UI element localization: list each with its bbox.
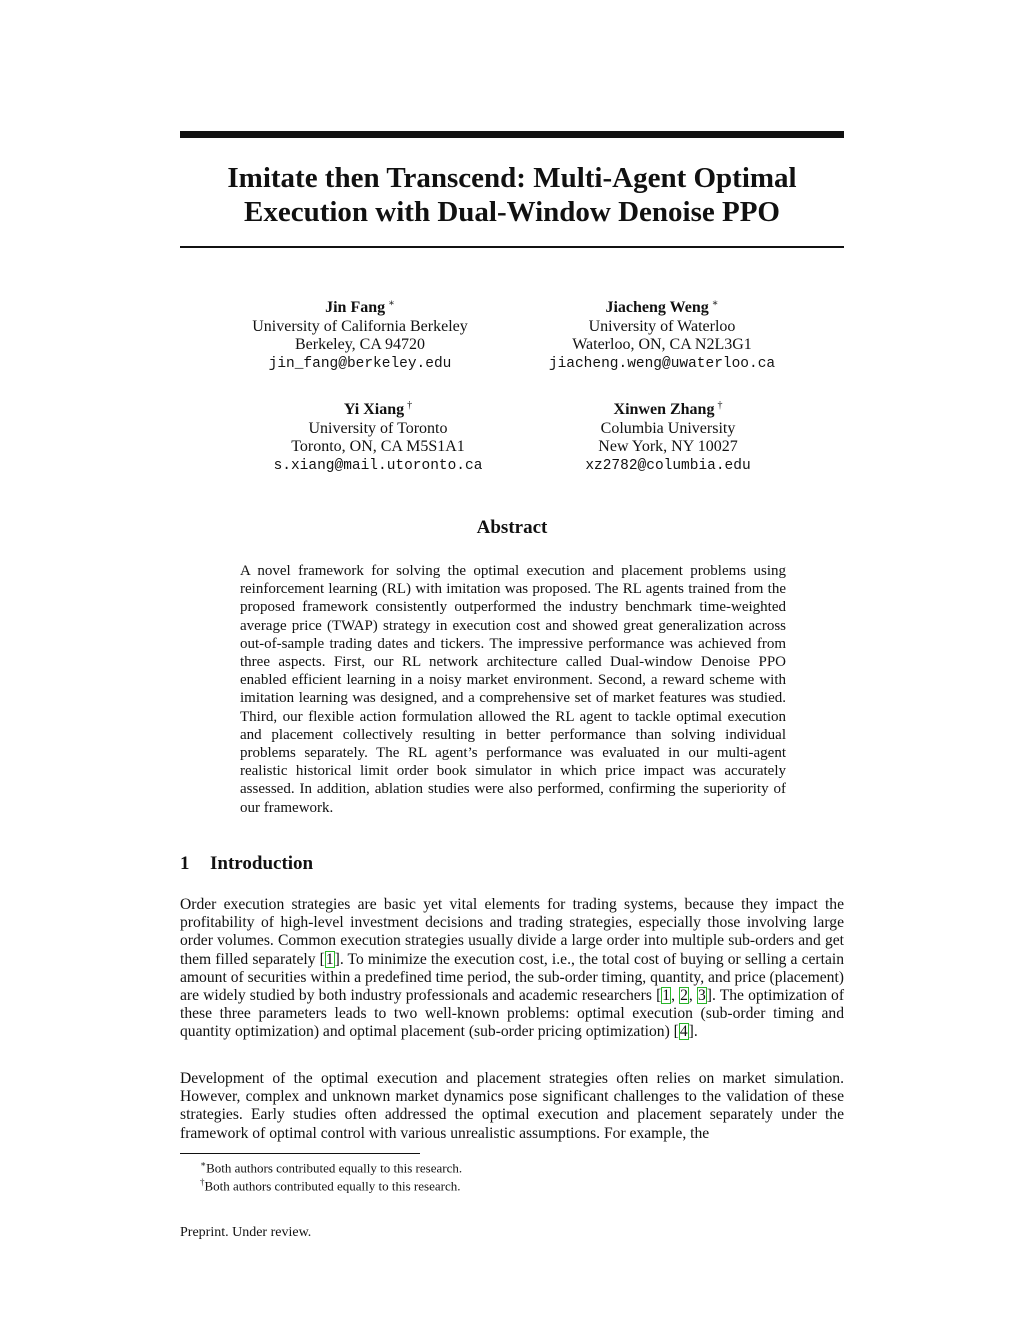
paper-title	[180, 161, 844, 229]
author-email[interactable]: jiacheng.weng@uwaterloo.ca	[548, 355, 776, 372]
citation-link[interactable]: 1	[662, 987, 671, 1005]
author-affiliation: University of California Berkeley	[252, 317, 468, 335]
author-footnote-mark: ∗	[711, 298, 719, 309]
author-name: Jiacheng Weng	[605, 299, 709, 316]
citation-link[interactable]: 2	[680, 987, 688, 1005]
author-affiliation: University of Toronto	[308, 419, 448, 437]
intro-paragraph-2: Development of the optimal execution and placement strategies often relies on market simulation. However, complex and unknown market dynamics pose significant challenges to the validation of these strategies. Early studies often addressed the optimal execution and placement separately under the framework of optimal control with various unrealistic assumptions. For example, the	[180, 1070, 844, 1142]
title-line-1: Imitate then Transcend: Multi-Agent Optimal	[227, 162, 797, 194]
author-name: Yi Xiang	[343, 401, 405, 418]
author-email[interactable]: s.xiang@mail.utoronto.ca	[273, 457, 483, 474]
citation-link[interactable]: 1	[325, 950, 334, 968]
abstract-heading: Abstract	[476, 517, 548, 538]
author-email[interactable]: jin_fang@berkeley.edu	[268, 355, 452, 372]
paragraph-text: ]. To minimize the execution cost, i.e., the total cost of buying or selling a certain amount of securities within a predefined time period, the sub-order timing, quantity, and price (placement) are widely studied by both industry professionals and academic researchers [	[180, 950, 844, 1005]
paragraph-text: ]. The optimization of these three parameters leads to two well-known problems: optimal execution (sub-order timing and quantity optimization) and optimal placement (sub-order pricing optimization) [	[180, 987, 845, 1041]
citation-link[interactable]: 4	[679, 1023, 688, 1041]
footnote-rule	[180, 1153, 420, 1154]
section-heading	[180, 853, 313, 875]
author-address: New York, NY 10027	[598, 438, 738, 455]
citation-link[interactable]: 3	[697, 987, 706, 1005]
footnote-mark: ∗	[200, 1159, 207, 1169]
title-bottom-rule	[180, 246, 844, 248]
paragraph-text: ].	[688, 1023, 698, 1041]
author-block	[210, 295, 510, 373]
abstract-text: A novel framework for solving the optimal execution and placement problems using reinforcement learning (RL) with imitation was proposed. The RL agents trained from the proposed framework consistently outperformed the industry benchmark time-weighted average price (TWAP) strategy in execution cost and showed great generalization across out-of-sample trading dates and tickers. The impressive performance was achieved from three aspects. First, our RL network architecture called Dual-window Denoise PPO enabled efficient learning in a noisy market environment. Second, a reward scheme with imitation learning was designed, and a comprehensive set of market features was studied. Third, our flexible action formulation allowed the RL agent to tackle optimal execution and placement collectively resulting in better performance than solving individual problems separately. The RL agent’s performance was evaluated in our multi-agent realistic historical limit order book simulator in which price impact was accurately assessed. In addition, ablation studies were also performed, confirming the superiority of our framework.	[240, 563, 786, 816]
author-affiliation: Columbia University	[600, 419, 736, 437]
intro-paragraph-1	[180, 896, 844, 1042]
author-name: Jin Fang	[325, 299, 386, 316]
citation-separator: ,	[688, 987, 697, 1005]
author-footnote-mark: †	[717, 400, 723, 411]
author-address: Toronto, ON, CA M5S1A1	[291, 438, 465, 455]
author-block	[228, 397, 528, 475]
author-email[interactable]: xz2782@columbia.edu	[585, 457, 751, 474]
footnote-text: Both authors contributed equally to this research.	[204, 1178, 461, 1194]
title-top-rule	[180, 131, 844, 138]
author-name: Xinwen Zhang	[613, 401, 715, 418]
author-footnote-mark: †	[407, 400, 413, 411]
author-footnote-mark: ∗	[388, 298, 395, 309]
author-block	[512, 295, 812, 373]
citation-separator: ,	[671, 987, 680, 1005]
preprint-notice: Preprint. Under review.	[180, 1225, 312, 1240]
footnote-mark: †	[200, 1177, 205, 1187]
author-address: Berkeley, CA 94720	[294, 336, 426, 353]
section-title: Introduction	[210, 853, 314, 874]
paragraph-text: Order execution strategies are basic yet vital elements for trading systems, because they impact the profitability of high-level investment decisions and trading strategies, especially those involving large order volumes. Common execution strategies usually divide a large order into multiple sub-orders and get them filled separately [	[180, 896, 844, 968]
footnote	[200, 1175, 460, 1193]
author-affiliation: University of Waterloo	[588, 317, 736, 335]
title-line-2: Execution with Dual-Window Denoise PPO	[243, 196, 780, 228]
footnote	[200, 1157, 462, 1175]
author-block	[518, 397, 818, 475]
author-address: Waterloo, ON, CA N2L3G1	[572, 336, 752, 353]
footnote-text: Both authors contributed equally to this research.	[206, 1160, 463, 1176]
section-number: 1	[180, 853, 190, 874]
